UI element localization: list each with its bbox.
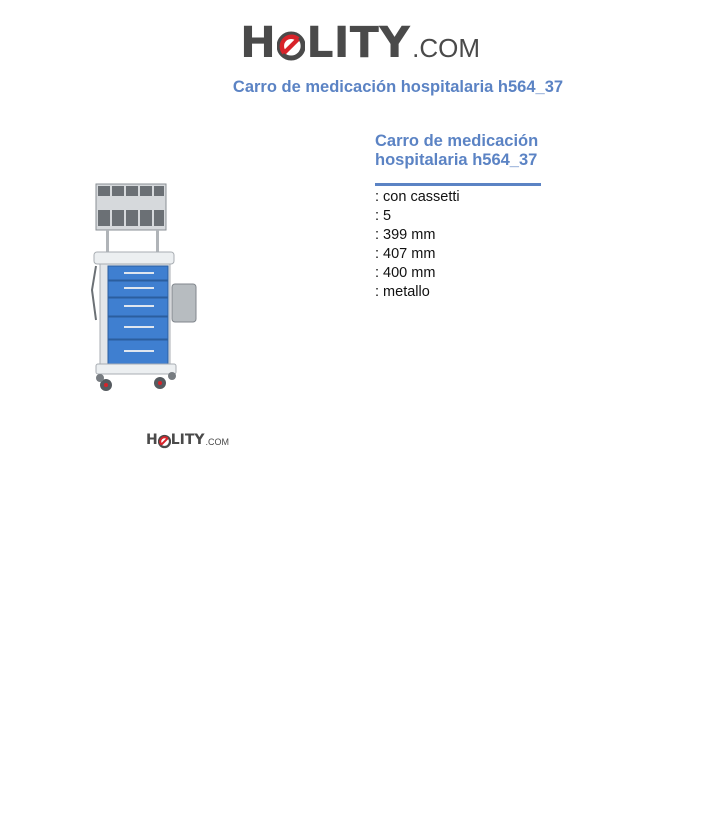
spec-item: : 407 mm (375, 246, 436, 262)
logo-small-letters: LITY (170, 432, 205, 448)
logo-letters: LITY (306, 18, 411, 68)
spec-item: : con cassetti (375, 189, 460, 205)
logo-domain: .COM (412, 33, 480, 63)
spec-item: : 5 (375, 208, 392, 224)
spec-item: : 399 mm (375, 227, 436, 243)
logo-small-o-icon (158, 434, 171, 449)
holity-logo[interactable] (240, 12, 480, 68)
product-details (375, 132, 545, 302)
spec-list (375, 188, 545, 302)
spec-item: : metallo (375, 284, 430, 300)
product-image (86, 180, 204, 398)
product-title: Carro de medicación hospitalaria h564_37 (375, 132, 539, 169)
title-divider (375, 183, 541, 186)
holity-logo-small (146, 432, 229, 449)
logo-o-icon (277, 24, 305, 68)
spec-item: : 400 mm (375, 265, 436, 281)
logo-small-domain: .COM (205, 437, 230, 447)
page-title: Carro de medicación hospitalaria h564_37 (232, 78, 564, 96)
logo-letter-h: H (240, 18, 276, 68)
logo-small-letter-h: H (146, 432, 158, 448)
